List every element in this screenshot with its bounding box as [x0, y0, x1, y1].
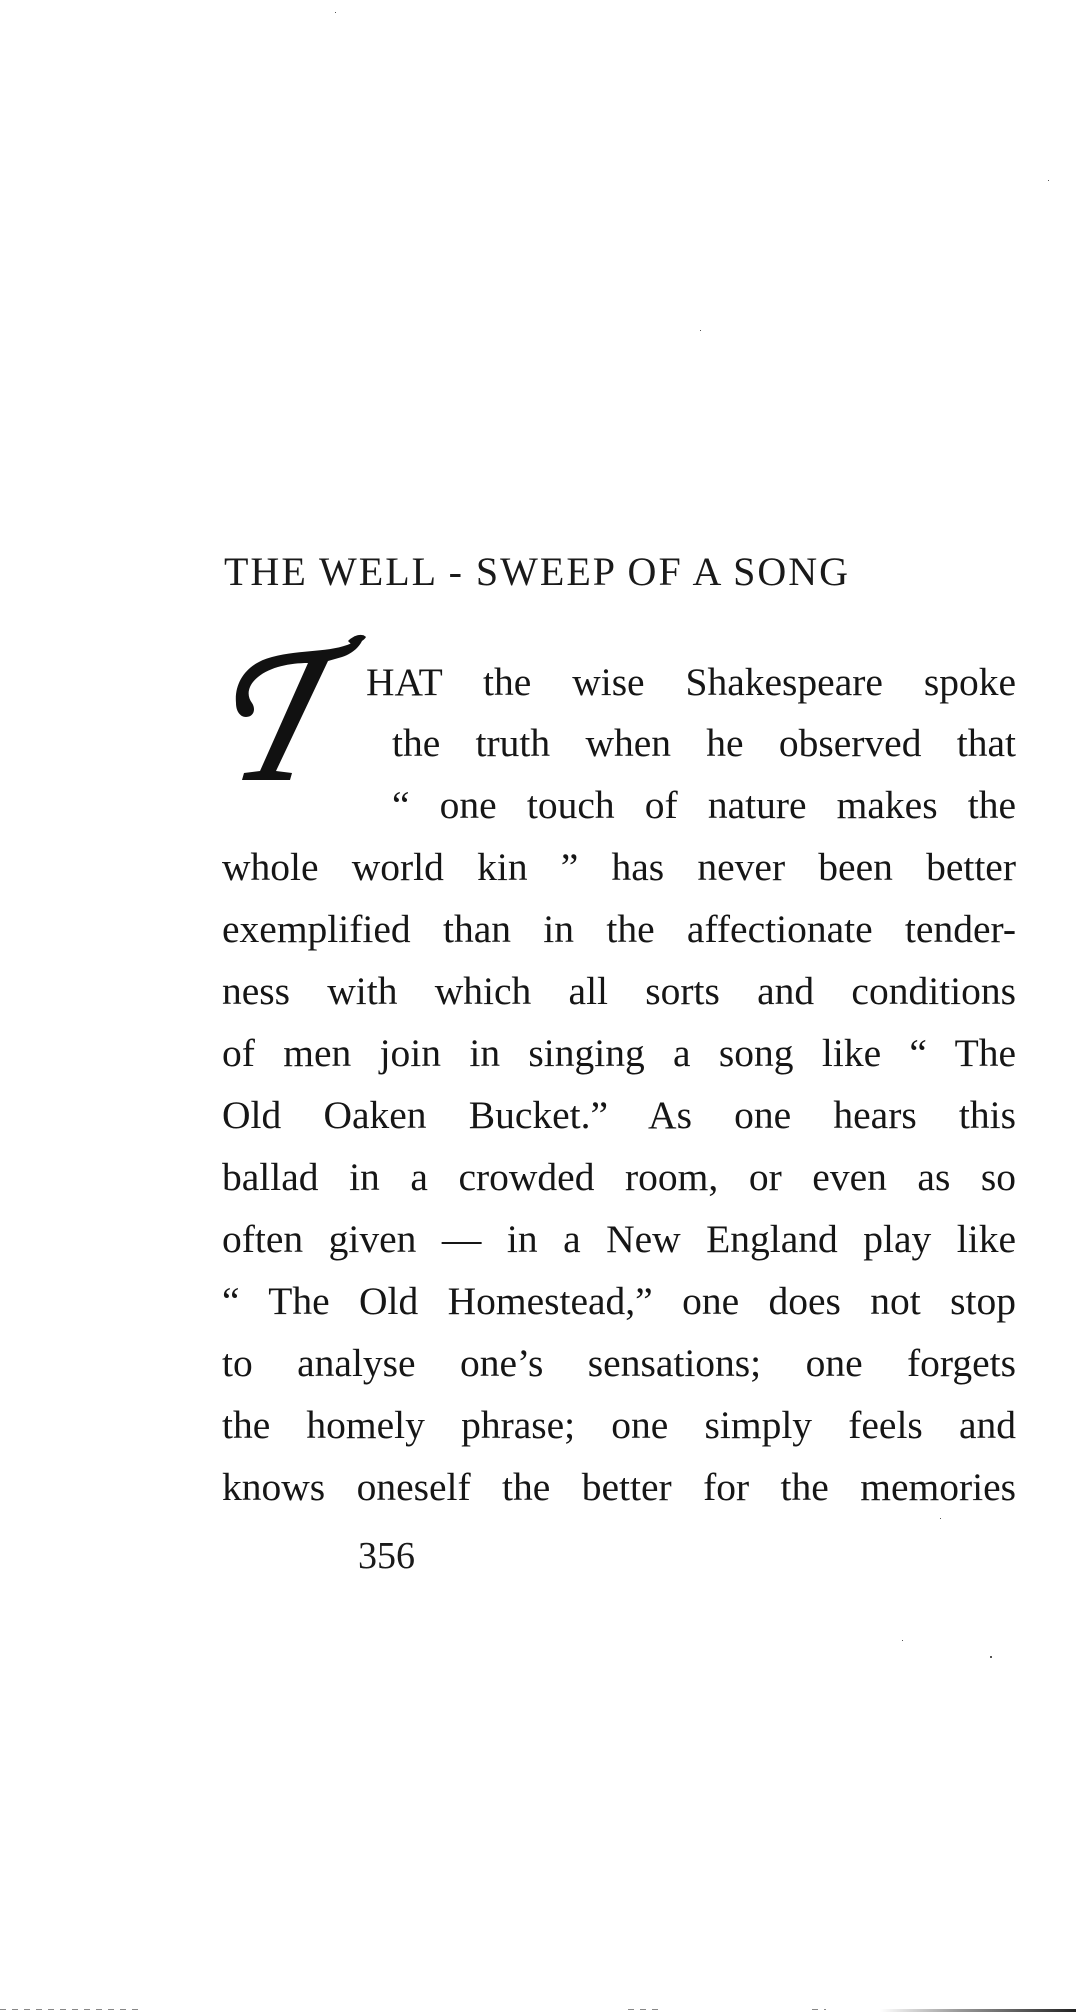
text-line: of men join in singing a song like “ The [222, 1031, 1016, 1075]
text-line: knows oneself the better for the memories [222, 1465, 1016, 1509]
text-line: the homely phrase; one simply feels and [222, 1403, 1016, 1447]
text-line: “ one touch of nature makes the [392, 783, 1016, 827]
scan-speck [902, 1640, 903, 1641]
drop-cap-t [230, 633, 370, 788]
text-line: exemplified than in the affectionate tender- [222, 907, 1016, 951]
scan-edge-mark [880, 2009, 1076, 2012]
text-line: ness with which all sorts and conditions [222, 969, 1016, 1013]
scan-speck [700, 330, 701, 331]
text-line: whole world kin ” has never been better [222, 845, 1016, 889]
text-line: ballad in a crowded room, or even as so [222, 1155, 1016, 1199]
text-line: the truth when he observed that [392, 721, 1016, 765]
page-number: 356 [358, 1535, 415, 1577]
scan-edge-mark [628, 2009, 664, 2010]
scan-speck [940, 1518, 941, 1519]
scan-edge-mark [0, 2009, 140, 2010]
text-line: HAT the wise Shakespeare spoke [366, 660, 1016, 704]
scan-speck [990, 1656, 992, 1658]
scan-speck [335, 12, 336, 13]
text-line: to analyse one’s sensations; one forgets [222, 1341, 1016, 1385]
text-line: “ The Old Homestead,” one does not stop [222, 1279, 1016, 1323]
scan-edge-mark [812, 2009, 826, 2010]
scan-speck [1048, 180, 1049, 181]
text-line: Old Oaken Bucket.” As one hears this [222, 1093, 1016, 1137]
text-line: often given — in a New England play like [222, 1217, 1016, 1261]
chapter-heading: THE WELL - SWEEP OF A SONG [224, 549, 851, 594]
